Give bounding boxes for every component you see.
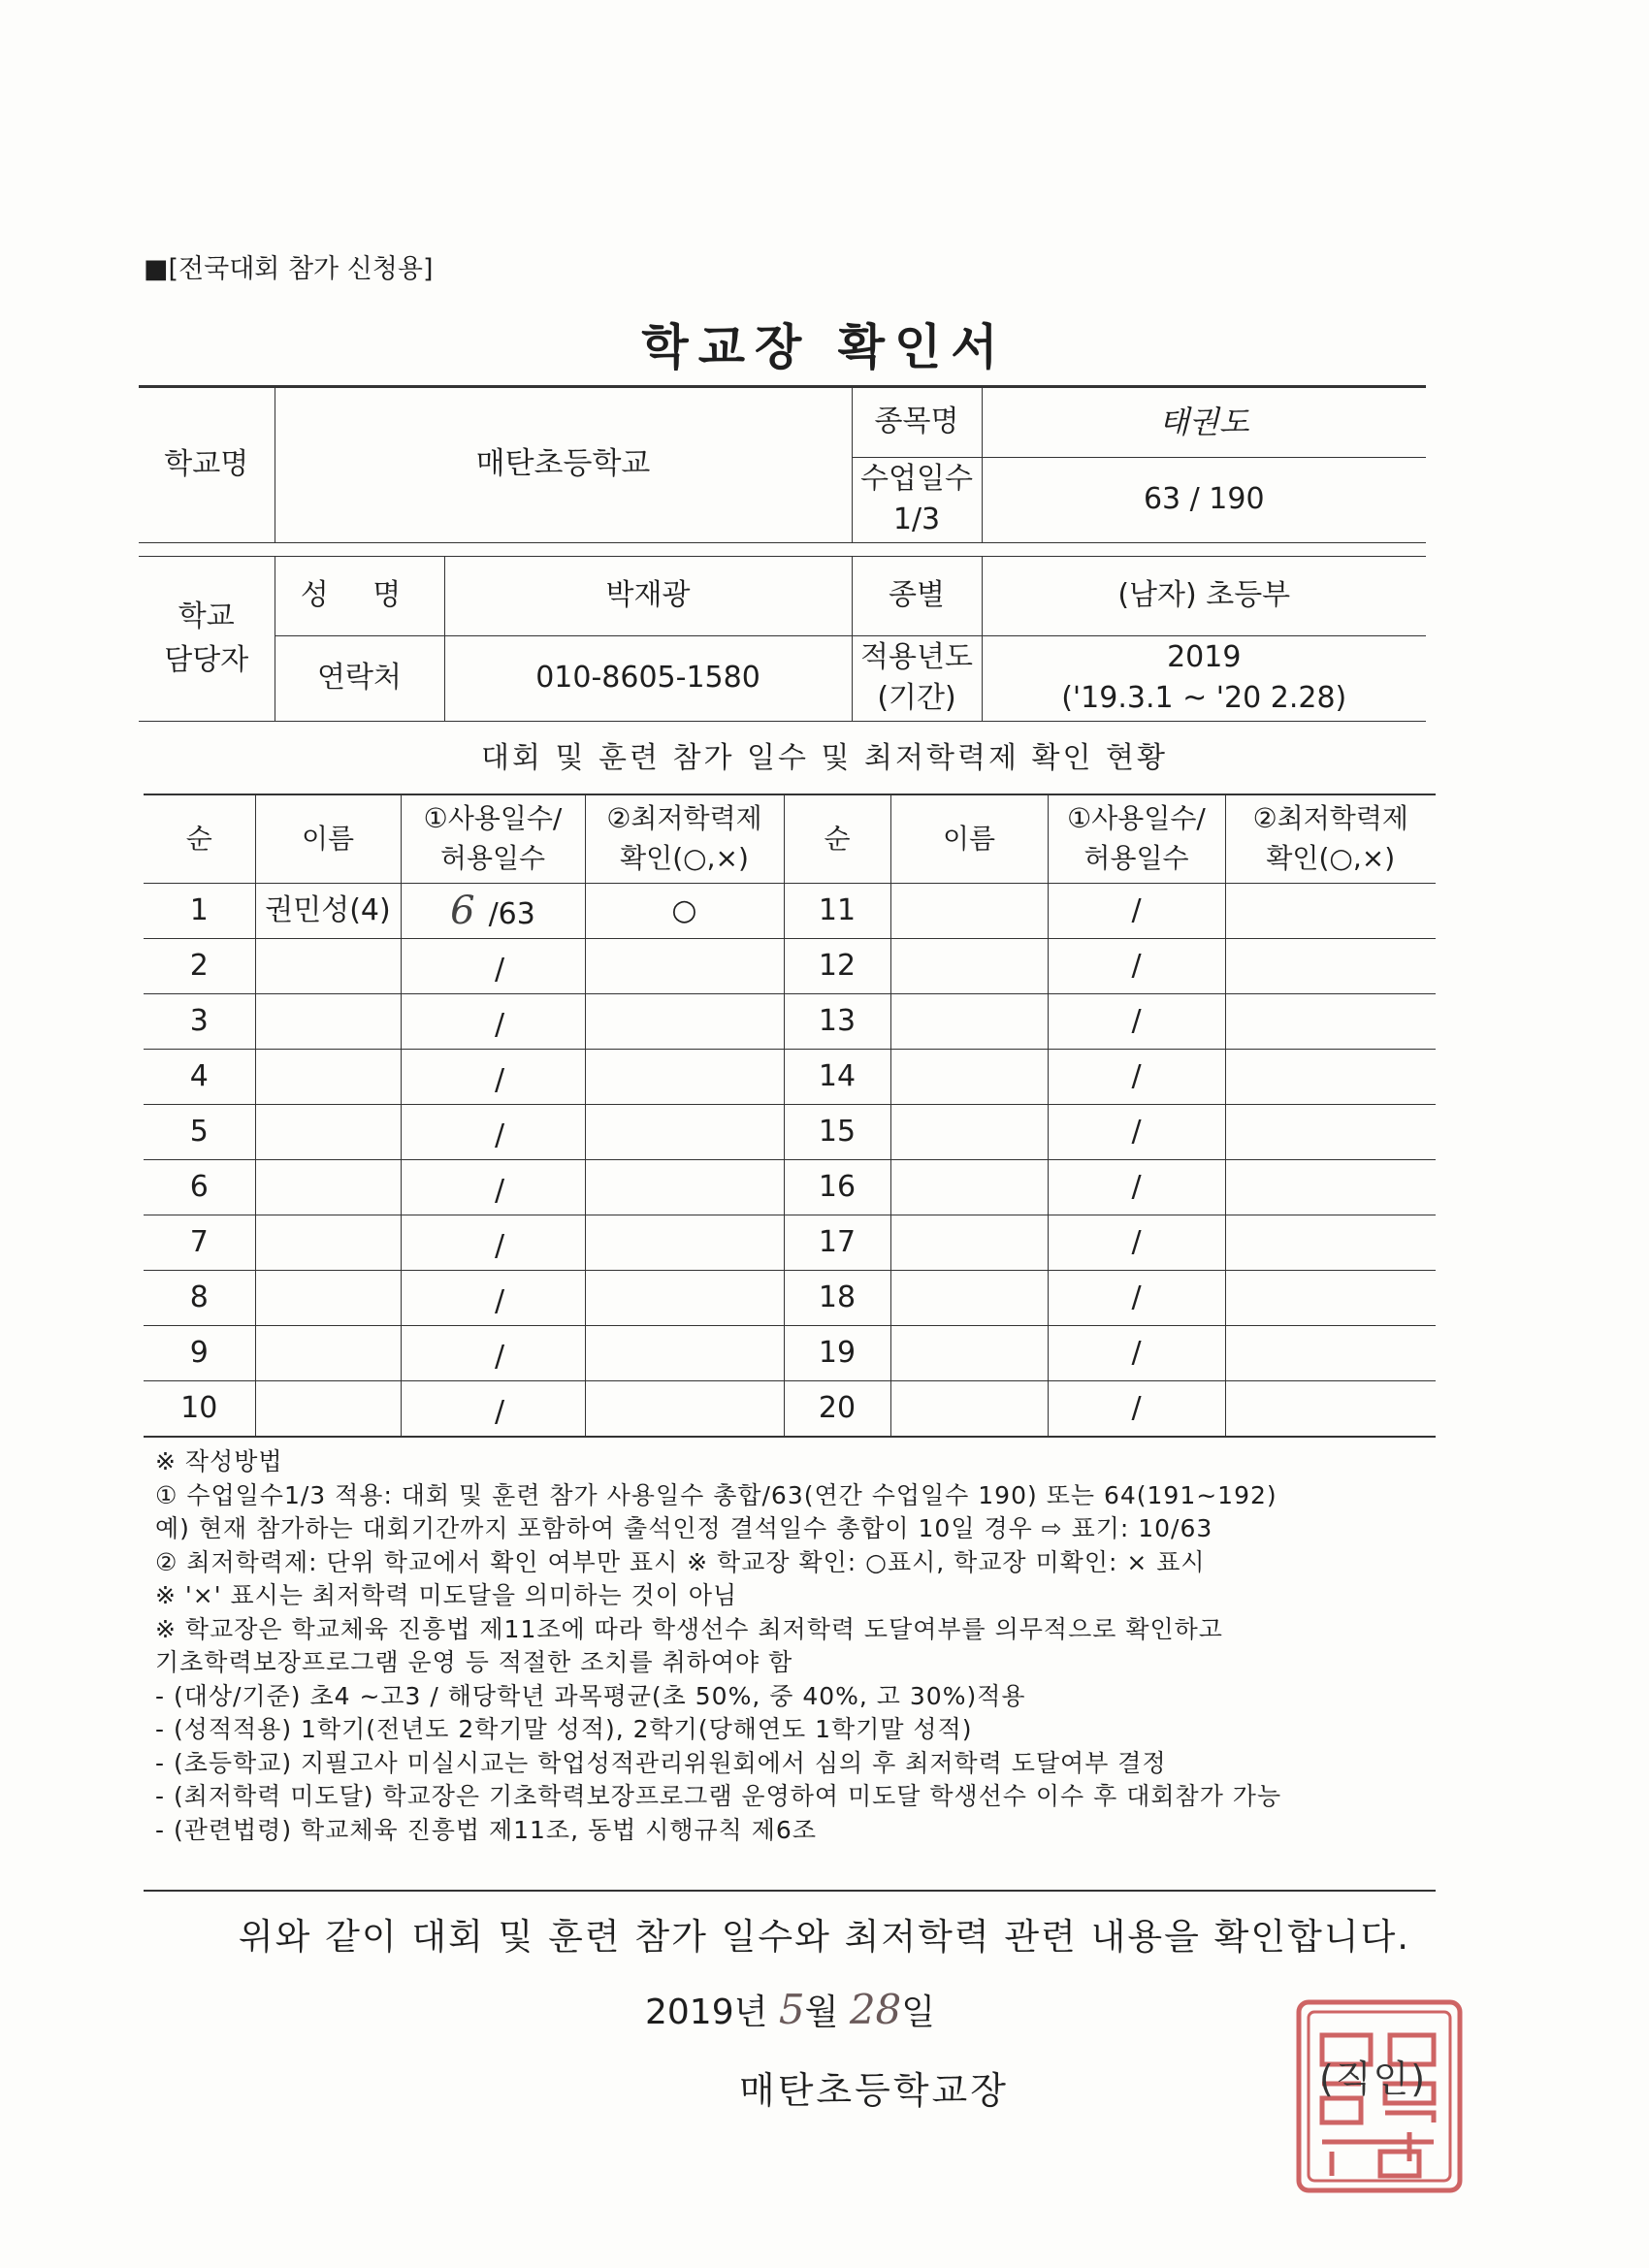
row-name: [255, 1326, 401, 1381]
confirmation-statement: 위와 같이 대회 및 훈련 참가 일수와 최저학력 관련 내용을 확인합니다.: [238, 1916, 1411, 1958]
note-line: ① 수업일수1/3 적용: 대회 및 훈련 참가 사용일수 총합/63(연간 수업일수 190) 또는 64(191~192): [155, 1480, 1277, 1509]
participation-row: [144, 884, 1436, 939]
allowed-days: /: [494, 1284, 505, 1318]
row-days: [401, 1105, 585, 1160]
used-days-handwritten: 6: [450, 889, 475, 933]
row-academic-check: [585, 1105, 784, 1160]
note-line: - (성적적용) 1학기(전년도 2학기말 성적), 2학기(당해연도 1학기말 성적): [155, 1715, 973, 1743]
header-days-line1: ①사용일수/: [423, 802, 563, 835]
row-academic-check: [585, 1215, 784, 1271]
document-title: 학교장 확인서: [641, 319, 1008, 375]
row-no: 6: [144, 1160, 255, 1215]
sport-label: 종목명: [852, 387, 982, 457]
note-line: 기초학력보장프로그램 운영 등 적절한 조치를 취하여야 함: [155, 1648, 793, 1676]
header-academic-right: [1225, 794, 1436, 884]
row-name: [255, 1271, 401, 1326]
participation-row: [144, 1105, 1436, 1160]
row-days-right: /: [1048, 884, 1225, 939]
note-line: - (대상/기준) 초4 ~고3 / 해당학년 과목평균(초 50%, 중 40%, 고 30%)적용: [155, 1681, 1026, 1710]
header-academic-line2: 확인(○,×): [620, 842, 749, 874]
allowed-days: /: [494, 1008, 505, 1042]
row-days-right: /: [1048, 939, 1225, 994]
row-no: 7: [144, 1215, 255, 1271]
row-no: 4: [144, 1050, 255, 1105]
allowed-days: /: [494, 1395, 505, 1429]
note-line: ※ '×' 표시는 최저학력 미도달을 의미하는 것이 아님: [155, 1581, 738, 1609]
writing-instructions: [155, 1445, 1445, 1847]
allowed-days: /: [494, 1340, 505, 1374]
row-academic-check: ○: [585, 884, 784, 939]
row-days-right: /: [1048, 1271, 1225, 1326]
row-no-right: 19: [784, 1326, 890, 1381]
row-no: 8: [144, 1271, 255, 1326]
row-no-right: 12: [784, 939, 890, 994]
participation-header-row: [144, 794, 1436, 884]
date-day: 28: [849, 1986, 902, 2033]
row-name-right: [890, 1271, 1048, 1326]
principal-title: 매탄초등학교장: [739, 2069, 1009, 2112]
header-academic-line1: ②최저학력제: [606, 802, 762, 835]
note-line: ※ 학교장은 학교체육 진흥법 제11조에 따라 학생선수 최저학력 도달여부를 의무적으로 확인하고: [155, 1614, 1223, 1643]
row-academic-check-right: [1225, 1050, 1436, 1105]
row-academic-check: [585, 1271, 784, 1326]
row-no: 10: [144, 1381, 255, 1438]
header-days-right: [1048, 794, 1225, 884]
header-name: 이름: [255, 794, 401, 884]
participation-row: [144, 1326, 1436, 1381]
row-academic-check: [585, 1050, 784, 1105]
row-days-right: /: [1048, 1215, 1225, 1271]
note-line: ② 최저학력제: 단위 학교에서 확인 여부만 표시 ※ 학교장 확인: ○표시, 학교장 미확인: × 표시: [155, 1547, 1206, 1576]
contact-person-label-line1: 학교: [178, 599, 235, 633]
period-label: [852, 635, 982, 721]
allowed-days: /: [494, 1118, 505, 1152]
row-no-right: 17: [784, 1215, 890, 1271]
row-academic-check: [585, 994, 784, 1050]
spacer-row: [139, 542, 1426, 556]
row-academic-check-right: [1225, 1215, 1436, 1271]
participation-row: [144, 1215, 1436, 1271]
participation-row: [144, 1271, 1436, 1326]
date-day-unit: 일: [901, 1993, 936, 2032]
note-line: - (최저학력 미도달) 학교장은 기초학력보장프로그램 운영하여 미도달 학생선수 이수 후 대회참가 가능: [155, 1782, 1282, 1810]
row-no: 1: [144, 884, 255, 939]
header-days: [401, 794, 585, 884]
header-no-right: 순: [784, 794, 890, 884]
header-academic: [585, 794, 784, 884]
period-value: [982, 635, 1426, 721]
sport-value: 태권도: [982, 387, 1426, 457]
period-label-line2: (기간): [877, 681, 956, 715]
row-name: [255, 1215, 401, 1271]
row-academic-check-right: [1225, 884, 1436, 939]
row-no: 2: [144, 939, 255, 994]
date-month-unit: 월: [804, 1993, 839, 2032]
row-no: 3: [144, 994, 255, 1050]
row-no-right: 20: [784, 1381, 890, 1438]
category-label: 종별: [852, 556, 982, 635]
participation-row: [144, 994, 1436, 1050]
class-days-label-line1: 수업일수: [860, 462, 973, 496]
name-value: 박재광: [444, 556, 852, 635]
header-academic-right-line2: 확인(○,×): [1266, 842, 1396, 874]
notes-bottom-rule: [144, 1890, 1436, 1892]
row-academic-check-right: [1225, 1271, 1436, 1326]
row-name: [255, 1050, 401, 1105]
form-type-label: ■[전국대회 참가 신청용]: [144, 254, 434, 284]
participation-row: [144, 939, 1436, 994]
row-no-right: 11: [784, 884, 890, 939]
note-line: - (관련법령) 학교체육 진흥법 제11조, 동법 시행규칙 제6조: [155, 1815, 817, 1844]
row-academic-check-right: [1225, 994, 1436, 1050]
row-name: [255, 1381, 401, 1438]
participation-row: [144, 1160, 1436, 1215]
phone-value: 010-8605-1580: [444, 635, 852, 721]
participation-row: [144, 1050, 1436, 1105]
row-name-right: [890, 1381, 1048, 1438]
row-days: [401, 1215, 585, 1271]
header-academic-right-line1: ②최저학력제: [1252, 802, 1408, 835]
header-name-right: 이름: [890, 794, 1048, 884]
period-label-line1: 적용년도: [860, 640, 973, 674]
seal-label: (직인): [1319, 2057, 1428, 2100]
row-days: [401, 1381, 585, 1438]
header-days-right-line1: ①사용일수/: [1067, 802, 1206, 835]
row-days: [401, 1326, 585, 1381]
row-days-right: /: [1048, 1381, 1225, 1438]
row-days-right: /: [1048, 1326, 1225, 1381]
row-name-right: [890, 1160, 1048, 1215]
row-academic-check: [585, 1160, 784, 1215]
row-days-right: /: [1048, 994, 1225, 1050]
row-no-right: 18: [784, 1271, 890, 1326]
row-days-right: /: [1048, 1160, 1225, 1215]
row-name: [255, 939, 401, 994]
row-days: [401, 884, 585, 939]
row-academic-check-right: [1225, 1326, 1436, 1381]
row-name: [255, 1160, 401, 1215]
row-days: [401, 939, 585, 994]
class-days-label-line2: 1/3: [892, 502, 941, 536]
row-no-right: 13: [784, 994, 890, 1050]
header-days-line2: 허용일수: [439, 842, 546, 874]
row-name-right: [890, 1105, 1048, 1160]
row-name-right: [890, 939, 1048, 994]
period-year: 2019: [1167, 640, 1242, 674]
row-days: [401, 1271, 585, 1326]
period-range: ('19.3.1 ~ '20 2.28): [1061, 681, 1347, 715]
header-days-right-line2: 허용일수: [1083, 842, 1189, 874]
school-info-grid: [139, 386, 1426, 722]
allowed-days: /: [494, 1063, 505, 1097]
phone-label: 연락처: [275, 635, 444, 721]
row-days: [401, 1160, 585, 1215]
row-name: [255, 1105, 401, 1160]
date-year: 2019년: [645, 1993, 768, 2032]
contact-person-label-line2: 담당자: [164, 643, 249, 677]
participation-table: [144, 794, 1436, 1438]
signature-date: [645, 1985, 935, 2034]
row-no: 5: [144, 1105, 255, 1160]
row-name-right: [890, 994, 1048, 1050]
class-days-label: [852, 457, 982, 542]
row-name-right: [890, 884, 1048, 939]
row-academic-check-right: [1225, 1105, 1436, 1160]
row-no-right: 14: [784, 1050, 890, 1105]
row-days: [401, 1050, 585, 1105]
row-days: [401, 994, 585, 1050]
row-name-right: [890, 1326, 1048, 1381]
row-days-right: /: [1048, 1050, 1225, 1105]
school-name-label: 학교명: [139, 387, 275, 542]
row-name-right: [890, 1050, 1048, 1105]
contact-person-label: [139, 556, 275, 721]
row-name: 권민성(4): [255, 884, 401, 939]
row-academic-check-right: [1225, 939, 1436, 994]
row-no-right: 15: [784, 1105, 890, 1160]
category-value: (남자) 초등부: [982, 556, 1426, 635]
row-academic-check-right: [1225, 1381, 1436, 1438]
participation-row: [144, 1381, 1436, 1438]
allowed-days: /: [494, 1229, 505, 1263]
name-label: 성 명: [275, 556, 444, 635]
note-line: - (초등학교) 지필고사 미실시교는 학업성적관리위원회에서 심의 후 최저학력 도달여부 결정: [155, 1748, 1167, 1777]
row-academic-check-right: [1225, 1160, 1436, 1215]
row-academic-check: [585, 1381, 784, 1438]
allowed-days: /63: [488, 897, 535, 931]
header-no: 순: [144, 794, 255, 884]
row-academic-check: [585, 939, 784, 994]
row-no: 9: [144, 1326, 255, 1381]
note-line: 예) 현재 참가하는 대회기간까지 포함하여 출석인정 결석일수 총합이 10일 경우 ⇨ 표기: 10/63: [155, 1514, 1213, 1542]
row-name-right: [890, 1215, 1048, 1271]
row-no-right: 16: [784, 1160, 890, 1215]
date-month: 5: [778, 1986, 805, 2033]
section-title: 대회 및 훈련 참가 일수 및 최저학력제 확인 현황: [481, 741, 1168, 775]
row-name: [255, 994, 401, 1050]
allowed-days: /: [494, 953, 505, 987]
class-days-value: 63 / 190: [982, 457, 1426, 542]
row-days-right: /: [1048, 1105, 1225, 1160]
row-academic-check: [585, 1326, 784, 1381]
allowed-days: /: [494, 1174, 505, 1208]
note-line: ※ 작성방법: [155, 1447, 283, 1475]
school-name-value: 매탄초등학교: [275, 387, 852, 542]
